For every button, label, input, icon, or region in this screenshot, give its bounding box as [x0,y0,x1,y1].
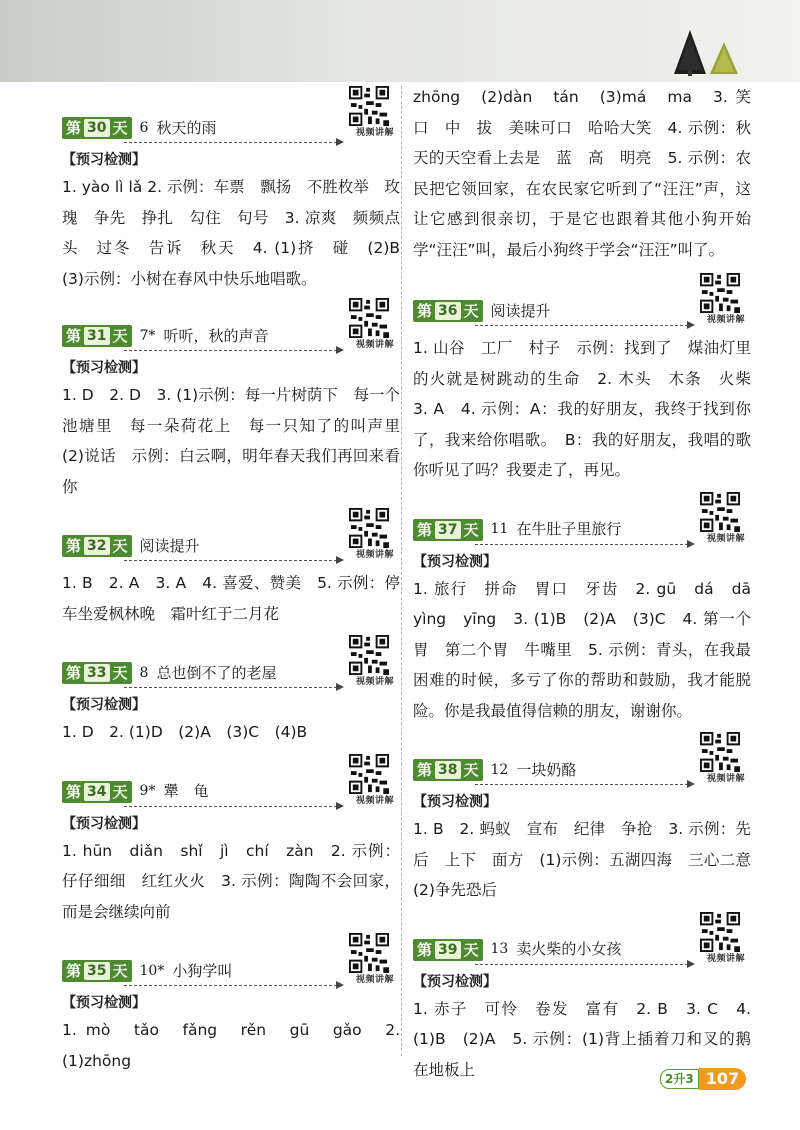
day-number: 31 [84,327,109,345]
section-label: 【预习检测】 [62,360,146,376]
qr-label: 视频讲解 [706,533,745,544]
title-underline [124,142,342,143]
lesson-title-row [62,959,332,983]
day-block [62,506,400,629]
day-block [62,296,416,502]
day-suffix: 天 [112,119,128,137]
day-number: 32 [84,537,109,555]
lesson-title-row [413,299,683,323]
answer-text: 1. yào lì lǎ 2. 示例：车票 飘扬 不胜枚举 玫瑰 争先 挣扎 勾住 句号 3. 凉爽 频频点头 过冬 告诉 秋天 4. (1)挤 碰 (2)B (3)示例：小树在春风中快乐地唱歌。 [62,178,416,288]
tree-decoration-icon [668,30,748,76]
day-label: 第 [417,302,433,320]
day-number: 34 [84,783,109,801]
lesson-number: 7* [139,327,156,344]
lesson-title: 总也倒不了的老屋 [156,663,277,682]
qr-label: 视频讲解 [355,975,394,985]
day-label: 第 [417,761,433,779]
page-number-badge [660,1068,746,1090]
qr-label: 视频讲解 [706,953,745,964]
day-number: 36 [435,302,460,320]
day-badge [62,662,132,684]
day-suffix: 天 [112,537,128,555]
day-suffix: 天 [112,327,128,345]
qr-code-icon[interactable] [348,86,390,126]
lesson-title: 阅读提升 [490,301,551,320]
day-label: 第 [417,520,433,539]
section-label: 【预习检测】 [62,152,146,168]
lesson-title-row [413,938,683,962]
day-suffix: 天 [463,520,479,539]
day-label: 第 [66,782,82,801]
day-label: 第 [66,664,82,682]
day-block [413,910,751,1086]
qr-label: 视频讲解 [706,774,745,784]
day-number: 39 [435,941,460,959]
lesson-number: 10* [139,962,165,979]
day-badge [62,960,132,982]
day-suffix: 天 [463,940,479,959]
section-label: 【预习检测】 [62,995,146,1011]
grade-label: 2升3 [660,1069,699,1089]
day-badge [413,300,483,322]
qr-code-icon[interactable] [699,273,741,313]
day-number: 30 [84,119,109,137]
section-label: 【预习检测】 [62,815,146,832]
lesson-title-row [62,324,332,348]
lesson-title-row [62,116,332,140]
lesson-title-row [413,518,683,542]
lesson-title: 听听，秋的声音 [163,326,269,345]
qr-code-icon[interactable] [348,635,390,675]
lesson-title: 阅读提升 [139,536,200,555]
answer-text: 1. B 2. 蚂蚁 宣布 纪律 争抢 3. 示例：先后 上下 面方 (1)示例：五湖四海 三心二意 (2)争先恐后 [413,820,767,899]
right-column [413,84,767,1094]
answer-text-continued: zhōng (2)dàn tán (3)má ma 3. 笑 口 中 拔 美味可口 哈哈大笑 4. 示例：秋天的天空看上去是 蓝 高 明亮 5. 示例：农民把它领回家，在农民家它听到了“汪汪”声，这让它感到很亲切，于是它也跟着其他小狗开始学“汪汪”叫，最后小狗终于学会“汪汪”叫了。 [413,88,767,259]
day-suffix: 天 [112,782,128,801]
lesson-number: 8 [139,664,149,681]
answer-text: 1. D 2. D 3. (1)示例：每一片树荫下 每一个池塘里 每一朵荷花上 每一只知了的叫声里 (2)说话 示例：白云啊，明年春天我们再回来看你 [62,386,416,496]
day-block [413,730,767,906]
answer-text: 1. mò tǎo fǎng rěn gū gǎo 2. (1)zhōng [62,1021,400,1070]
lesson-title: 小狗学叫 [172,961,233,980]
lesson-number: 9* [139,783,156,800]
lesson-number: 11 [490,521,509,538]
day-suffix: 天 [112,962,128,980]
page-number: 107 [699,1068,746,1090]
qr-label: 视频讲解 [355,340,394,350]
section-label: 【预习检测】 [413,553,497,570]
day-suffix: 天 [463,761,479,779]
title-underline [124,560,342,561]
lesson-number: 12 [490,761,509,778]
answer-text: 1. 山谷 工厂 村子 示例：找到了 煤油灯里的火就是树跳动的生命 2. 木头 木条 火柴 3. A 4. 示例：A：我的好朋友，我终于找到你了，我来给你唱歌。 B：我的好朋友，我唱的歌你听见了吗？我要走了，再见。 [413,339,767,479]
section-label: 【预习检测】 [413,794,497,810]
qr-label: 视频讲解 [355,550,394,560]
day-badge [62,535,132,557]
title-underline [475,544,693,545]
day-number: 35 [84,962,109,980]
qr-label: 视频讲解 [706,315,745,325]
lesson-title-row [62,661,332,685]
day-block [413,271,767,486]
lesson-title: 在牛肚子里旅行 [516,520,622,539]
day-label: 第 [66,327,82,345]
title-underline [124,985,342,986]
day-suffix: 天 [112,664,128,682]
day-block [62,84,416,294]
qr-code-icon[interactable] [348,298,390,338]
qr-label: 视频讲解 [355,128,394,138]
lesson-title-row [413,758,683,782]
day-block [62,931,400,1076]
title-underline [124,350,342,351]
answer-text: 1. B 2. A 3. A 4. 喜爱、赞美 5. 示例：停车坐爱枫林晚 霜叶红于二月花 [62,574,400,623]
day-label: 第 [66,962,82,980]
day-block [62,633,400,748]
lesson-title: 一块奶酪 [516,760,577,779]
lesson-number: 13 [490,941,509,958]
day-label: 第 [66,119,82,137]
title-underline [475,325,693,326]
qr-code-icon[interactable] [699,912,741,952]
day-suffix: 天 [463,302,479,320]
lesson-title-row [62,534,332,558]
qr-label: 视频讲解 [355,795,394,806]
title-underline [124,687,342,688]
title-underline [124,806,342,807]
day-label: 第 [417,940,433,959]
lesson-number: 6 [139,119,149,136]
title-underline [475,964,693,965]
answer-text: 1. hūn diǎn shǐ jì chí zàn 2. 示例：仔仔细细 红红火火 3. 示例：陶陶不会回家，而是会继续向前 [62,841,400,921]
qr-code-icon[interactable] [699,732,741,772]
day-badge [62,117,132,139]
day-badge [413,939,483,961]
day-badge [413,519,483,541]
day-badge [62,781,132,803]
answer-text: 1. 旅行 拼命 胃口 牙齿 2. gū dá dā yìng yīng 3. (1)B (2)A (3)C 4. 第一个胃 第二个胃 牛嘴里 5. 示例：青头，在我最困难的时候，多亏了你的帮助和鼓励，我才能脱险。你是我最值得信赖的朋友，谢谢你。 [413,579,767,720]
title-underline [475,784,693,785]
lesson-title: 犟 龟 [163,782,209,801]
qr-code-icon[interactable] [348,754,390,794]
lesson-title: 卖火柴的小女孩 [516,940,622,959]
day-block [413,490,767,727]
qr-code-icon[interactable] [348,508,390,548]
day-label: 第 [66,537,82,555]
day-block [62,752,400,928]
section-label: 【预习检测】 [62,697,146,713]
left-column [62,84,416,1094]
day-number: 33 [84,664,109,682]
qr-code-icon[interactable] [348,933,390,973]
day-badge [62,325,132,347]
day-number: 38 [435,761,460,779]
qr-label: 视频讲解 [355,677,394,687]
day-number: 37 [435,521,460,539]
answer-text: 1. D 2. (1)D (2)A (3)C (4)B [62,723,308,741]
column-divider [401,86,402,1056]
section-label: 【预习检测】 [413,973,497,990]
lesson-title-row [62,780,332,804]
lesson-title: 秋天的雨 [156,118,217,137]
qr-code-icon[interactable] [699,492,741,532]
answer-text: 1. 赤子 可怜 卷发 富有 2. B 3. C 4. (1)B (2)A 5. 示例：(1)背上插着刀和叉的鹅在地板上 [413,999,751,1079]
day-badge [413,759,483,781]
